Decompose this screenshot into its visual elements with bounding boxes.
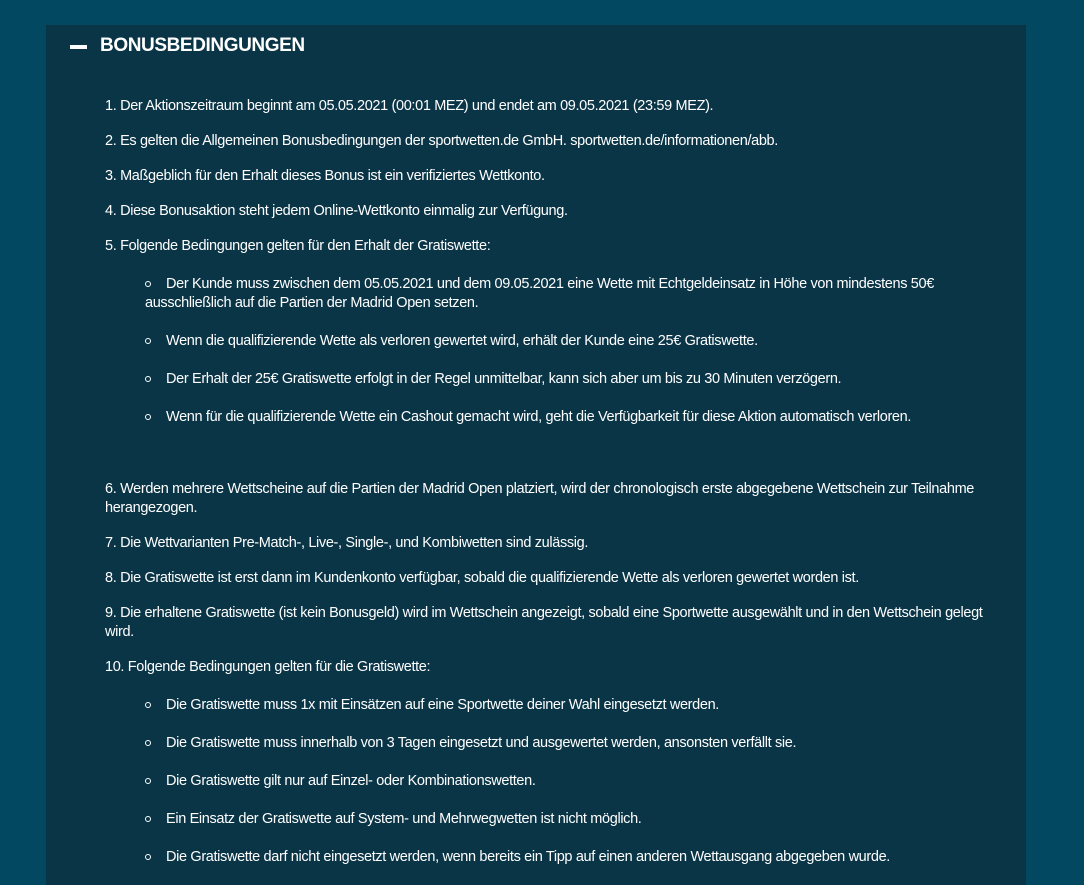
circle-bullet-icon <box>145 281 151 287</box>
term-item: 9. Die erhaltene Gratiswette (ist kein Bonusgeld) wird im Wettschein angezeigt, sobald eine Sportwette ausgewählt und in den Wettschein gelegt wird. <box>105 605 983 640</box>
circle-bullet-icon <box>145 740 151 746</box>
circle-bullet-icon <box>145 376 151 382</box>
circle-bullet-icon <box>145 778 151 784</box>
term-sublist <box>105 272 998 427</box>
term-subitem-text: Wenn für die qualifizierende Wette ein Cashout gemacht wird, geht die Verfügbarkeit für diese Aktion automatisch verloren. <box>166 409 912 425</box>
term-subitem-text: Der Erhalt der 25€ Gratiswette erfolgt in der Regel unmittelbar, kann sich aber um bis zu 30 Minuten verzögern. <box>166 371 842 387</box>
term-subitem-text: Die Gratiswette darf nicht eingesetzt werden, wenn bereits ein Tipp auf einen anderen Wettausgang abgegeben wurde. <box>166 849 890 865</box>
term-item: 7. Die Wettvarianten Pre-Match-, Live-, Single-, und Kombiwetten sind zulässig. <box>105 535 589 551</box>
term-subitem-text: Ein Einsatz der Gratiswette auf System- und Mehrwegwetten ist nicht möglich. <box>166 811 642 827</box>
circle-bullet-icon <box>145 702 151 708</box>
bonus-terms-panel <box>46 25 1026 885</box>
term-subitem-text: Wenn die qualifizierende Wette als verloren gewertet wird, erhält der Kunde eine 25€ Gratiswette. <box>166 333 758 349</box>
term-subitem-text: Die Gratiswette gilt nur auf Einzel- oder Kombinationswetten. <box>166 773 536 789</box>
term-sublist <box>105 693 998 867</box>
accordion-header[interactable] <box>46 25 1026 67</box>
term-item: 10. Folgende Bedingungen gelten für die Gratiswette: <box>105 659 431 675</box>
term-subitem <box>145 370 998 389</box>
minus-icon[interactable] <box>70 45 87 49</box>
accordion-title: BONUSBEDINGUNGEN <box>100 35 305 56</box>
term-subitem-text: Der Kunde muss zwischen dem 05.05.2021 und dem 09.05.2021 eine Wette mit Echtgeldeinsatz in Höhe von mindestens 50€ ausschließlich auf die Partien der Madrid Open setzen. <box>145 276 934 311</box>
term-subitem-text: Die Gratiswette muss 1x mit Einsätzen auf eine Sportwette deiner Wahl eingesetzt werden. <box>166 697 719 713</box>
term-subitem <box>145 734 998 753</box>
term-item: 3. Maßgeblich für den Erhalt dieses Bonus ist ein verifiziertes Wettkonto. <box>105 168 545 184</box>
spacer <box>105 446 998 480</box>
term-subitem <box>145 810 998 829</box>
term-item: 1. Der Aktionszeitraum beginnt am 05.05.2021 (00:01 MEZ) und endet am 09.05.2021 (23:59 MEZ). <box>105 98 714 114</box>
circle-bullet-icon <box>145 338 151 344</box>
term-subitem-text: Die Gratiswette muss innerhalb von 3 Tagen eingesetzt und ausgewertet werden, ansonsten verfällt sie. <box>166 735 797 751</box>
term-item: 2. Es gelten die Allgemeinen Bonusbedingungen der sportwetten.de GmbH. sportwetten.de/informationen/abb. <box>105 133 778 149</box>
term-item: 8. Die Gratiswette ist erst dann im Kundenkonto verfügbar, sobald die qualifizierende Wette als verloren gewertet worden ist. <box>105 570 859 586</box>
circle-bullet-icon <box>145 414 151 420</box>
term-subitem <box>145 772 998 791</box>
term-subitem <box>145 696 998 715</box>
term-item: 6. Werden mehrere Wettscheine auf die Partien der Madrid Open platziert, wird der chronologisch erste abgegebene Wettschein zur Teilnahme herangezogen. <box>105 481 975 516</box>
term-subitem <box>145 848 998 867</box>
circle-bullet-icon <box>145 816 151 822</box>
term-item: 4. Diese Bonusaktion steht jedem Online-Wettkonto einmalig zur Verfügung. <box>105 203 568 219</box>
term-subitem <box>145 275 998 313</box>
term-subitem <box>145 332 998 351</box>
circle-bullet-icon <box>145 854 151 860</box>
term-subitem <box>145 408 998 427</box>
term-item: 5. Folgende Bedingungen gelten für den Erhalt der Gratiswette: <box>105 238 491 254</box>
terms-list <box>46 67 1026 867</box>
